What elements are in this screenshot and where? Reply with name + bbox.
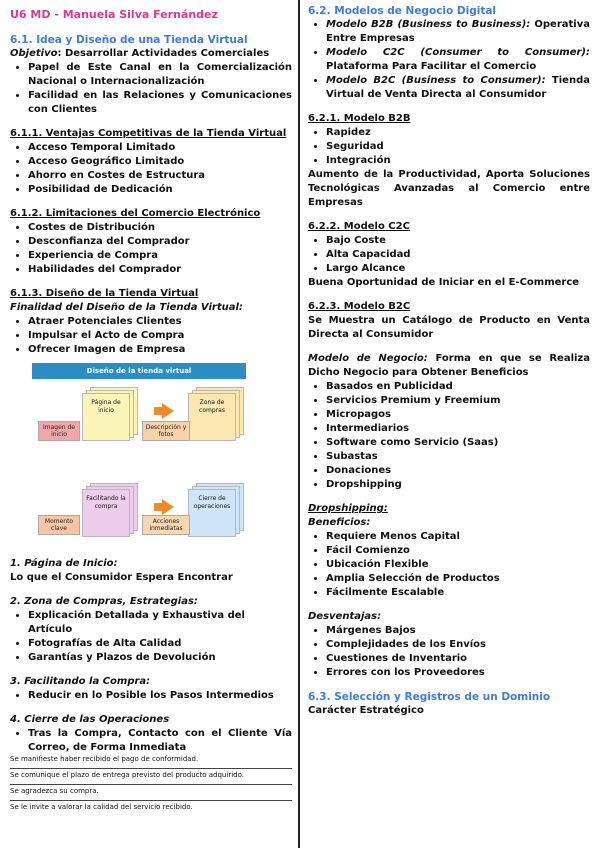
paso-2-list <box>10 609 292 665</box>
list-item: • Costes de Distribución <box>28 221 292 235</box>
doc-title: U6 MD - Manuela Silva Fernández <box>10 8 218 21</box>
list-item: • Subastas <box>326 450 590 464</box>
arrow-icon <box>162 403 174 419</box>
s622-text: Buena Oportunidad de Iniciar en el E-Commerce <box>308 277 580 288</box>
right-column <box>302 0 600 718</box>
desventajas-label: Desventajas: <box>308 611 382 622</box>
list-item: • Acceso Geográfico Limitado <box>28 155 292 169</box>
s622-list <box>308 234 590 276</box>
stack-pagina-inicio <box>82 387 132 439</box>
diagram-title: Diseño de la tienda virtual <box>32 363 246 379</box>
arrow-icon <box>162 499 174 515</box>
stack-cierre <box>188 483 238 535</box>
stack-facilitando <box>82 483 132 535</box>
diagram-tag-momento: Momento clave <box>38 515 80 535</box>
list-item: • Fácilmente Escalable <box>326 586 590 600</box>
list-item: • Posibilidad de Dedicación <box>28 183 292 197</box>
diagram-tag-acciones: Acciones inmediatas <box>142 515 190 535</box>
list-item: • Ofrecer Imagen de Empresa <box>28 343 292 357</box>
list-item: • Software como Servicio (Saas) <box>326 436 590 450</box>
list-item: • Márgenes Bajos <box>326 624 590 638</box>
s621-text: Aumento de la Productividad, Aporta Soluciones Tecnológicas Avanzadas al Comercio entre Empresas <box>308 169 590 208</box>
objetivo-line <box>10 47 292 61</box>
s62-list <box>308 18 590 102</box>
objetivo-label: Objetivo <box>10 48 58 59</box>
desventajas-list <box>308 624 590 680</box>
section-6-1-1-title: 6.1.1. Ventajas Competitivas de la Tienda Virtual <box>10 128 287 139</box>
diagram-label-zona: Zona de compras <box>199 399 225 414</box>
modelo-text: Forma en que se Realiza Dicho Negocio para Obtener Beneficios <box>308 353 590 378</box>
diagram-tag-imagen: Imagen de inicio <box>38 421 80 441</box>
list-item: • Alta Capacidad <box>326 248 590 262</box>
list-item: • Bajo Coste <box>326 234 590 248</box>
list-item: • Ahorro en Costes de Estructura <box>28 169 292 183</box>
list-item: • Basados en Publicidad <box>326 380 590 394</box>
list-item: • Facilidad en las Relaciones y Comunicaciones con Clientes <box>28 89 292 117</box>
list-item: • Acceso Temporal Limitado <box>28 141 292 155</box>
list-item: • Fácil Comienzo <box>326 544 590 558</box>
diagram-label-cierre: Cierre de operaciones <box>193 495 231 510</box>
s611-list <box>10 141 292 197</box>
section-6-2-3-title: 6.2.3. Modelo B2C <box>308 301 411 312</box>
dropshipping-title: Dropshipping: <box>308 503 388 514</box>
scan-line-3: Se agradezca su compra. <box>10 787 99 795</box>
list-item: • Reducir en lo Posible los Pasos Intermedios <box>28 689 292 703</box>
paso-3-title: 3. Facilitando la Compra: <box>10 676 151 687</box>
beneficios-label: Beneficios: <box>308 517 371 528</box>
list-item: • Micropagos <box>326 408 590 422</box>
list-item: • Atraer Potenciales Clientes <box>28 315 292 329</box>
paso-1-text: Lo que el Consumidor Espera Encontrar <box>10 572 233 583</box>
scan-line-2: Se comunique el plazo de entrega previsto del producto adquirido. <box>10 771 244 779</box>
section-6-1-2-title: 6.1.2. Limitaciones del Comercio Electrónico <box>10 208 261 219</box>
scan-line-1: Se manifieste haber recibido el pago de conformidad. <box>10 755 199 763</box>
paso-4-title: 4. Cierre de las Operaciones <box>10 714 170 725</box>
list-item: • Impulsar el Acto de Compra <box>28 329 292 343</box>
list-item: • Dropshipping <box>326 478 590 492</box>
list-item: • Requiere Menos Capital <box>326 530 590 544</box>
paso-3-list <box>10 689 292 703</box>
list-item: • Rapidez <box>326 126 590 140</box>
diagram-tag-descripcion: Descripción y fotos <box>142 421 190 441</box>
list-item: • Integración <box>326 154 590 168</box>
finalidad-label: Finalidad del Diseño de la Tienda Virtual: <box>10 302 243 313</box>
diagram-label-facilitando: Facilitando la compra <box>86 495 126 510</box>
list-item: • Errores con los Proveedores <box>326 666 590 680</box>
list-item: • Modelo B2C (Business to Consumer): Tienda Virtual de Venta Directa al Consumidor <box>326 74 590 102</box>
list-item: • Intermediarios <box>326 422 590 436</box>
modelo-label: Modelo de Negocio: <box>308 353 428 364</box>
list-item: • Cuestiones de Inventario <box>326 652 590 666</box>
list-item: • Papel de Este Canal en la Comercialización Nacional o Internacionalización <box>28 61 292 89</box>
list-item: • Servicios Premium y Freemium <box>326 394 590 408</box>
s621-list <box>308 126 590 168</box>
list-item: • Tras la Compra, Contacto con el Cliente Vía Correo, de Forma Inmediata <box>28 727 292 755</box>
list-item: • Experiencia de Compra <box>28 249 292 263</box>
list-item: • Complejidades de los Envíos <box>326 638 590 652</box>
paso-2-title: 2. Zona de Compras, Estrategias: <box>10 596 198 607</box>
list-item: • Explicación Detallada y Exhaustiva del Artículo <box>28 609 292 637</box>
list-item: • Fotografías de Alta Calidad <box>28 637 292 651</box>
list-item: • Habilidades del Comprador <box>28 263 292 277</box>
s61-list <box>10 61 292 117</box>
modelo-list <box>308 380 590 492</box>
list-item: • Modelo B2B (Business to Business): Operativa Entre Empresas <box>326 18 590 46</box>
section-6-3-title: 6.3. Selección y Registros de un Dominio <box>308 691 551 703</box>
paso-4-list <box>10 727 292 755</box>
list-item: • Ubicación Flexible <box>326 558 590 572</box>
scan-line-4: Se le invite a valorar la calidad del servicio recibido. <box>10 803 193 811</box>
beneficios-list <box>308 530 590 600</box>
store-design-diagram <box>32 363 246 549</box>
section-6-2-2-title: 6.2.2. Modelo C2C <box>308 221 410 232</box>
modelo-negocio-line <box>308 352 590 380</box>
list-item: • Seguridad <box>326 140 590 154</box>
section-6-2-title: 6.2. Modelos de Negocio Digital <box>308 5 497 17</box>
list-item: • Largo Alcance <box>326 262 590 276</box>
stack-zona-compras <box>188 387 238 439</box>
list-item: • Amplia Selección de Productos <box>326 572 590 586</box>
section-6-1-title: 6.1. Idea y Diseño de una Tienda Virtual <box>10 34 248 46</box>
list-item: • Desconfianza del Comprador <box>28 235 292 249</box>
s612-list <box>10 221 292 277</box>
list-item: • Modelo C2C (Consumer to Consumer): Plataforma Para Facilitar el Comercio <box>326 46 590 74</box>
list-item: • Donaciones <box>326 464 590 478</box>
s63-text: Carácter Estratégico <box>308 705 424 716</box>
s623-text: Se Muestra un Catálogo de Producto en Venta Directa al Consumidor <box>308 315 590 340</box>
diagram-label-pagina: Página de inicio <box>91 399 121 414</box>
paso-1-title: 1. Página de Inicio: <box>10 558 118 569</box>
section-6-1-3-title: 6.1.3. Diseño de la Tienda Virtual <box>10 288 199 299</box>
section-6-2-1-title: 6.2.1. Modelo B2B <box>308 113 411 124</box>
s613-list <box>10 315 292 357</box>
objetivo-text: : Desarrollar Actividades Comerciales <box>57 48 270 59</box>
list-item: • Garantías y Plazos de Devolución <box>28 651 292 665</box>
